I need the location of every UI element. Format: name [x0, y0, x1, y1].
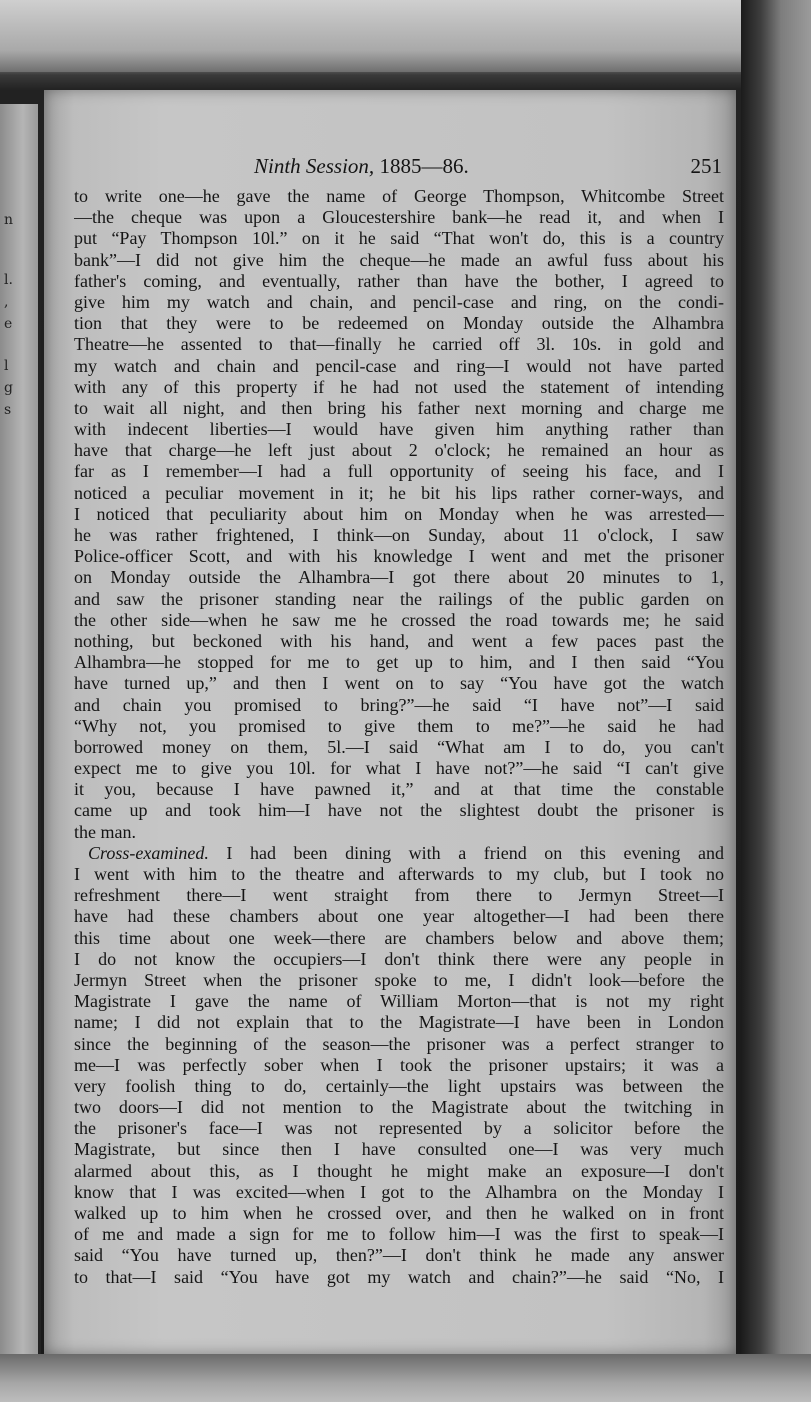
text-line: Magistrate I gave the name of William Morton—that is not my right: [74, 991, 724, 1012]
text-line: Magistrate, but since then I have consulted one—I was very much: [74, 1139, 724, 1160]
text-line: have that charge—he left just about 2 o'clock; he remained an hour as: [74, 440, 724, 461]
text-line: and chain you promised to bring?”—he said “I have not”—I said: [74, 694, 724, 715]
text-line: I do not know the occupiers—I don't think there were any people in: [74, 948, 724, 969]
text-line: nothing, but beckoned with his hand, and went a few paces past the: [74, 630, 724, 651]
text-line: name; I did not explain that to the Magistrate—I have been in London: [74, 1012, 724, 1033]
text-line: with indecent liberties—I would have given him anything rather than: [74, 419, 724, 440]
text-line: my watch and chain and pencil-case and ring—I would not have parted: [74, 355, 724, 376]
text-line: to write one—he gave the name of George Thompson, Whitcombe Street: [74, 186, 724, 206]
text-line: Police-officer Scott, and with his knowledge I went and met the prisoner: [74, 546, 724, 567]
text-line: expect me to give you 10l. for what I have not?”—he said “I can't give: [74, 758, 724, 779]
scan-top-edge: [0, 0, 811, 72]
book-right-edge: [741, 0, 811, 1402]
session-years: 1885—86.: [379, 154, 469, 178]
text-line: have had these chambers about one year altogether—I had been there: [74, 906, 724, 927]
text-line: very foolish thing to do, certainly—the light upstairs was between the: [74, 1075, 724, 1096]
text-line: on Monday outside the Alhambra—I got there about 20 minutes to 1,: [74, 567, 724, 588]
text-line: came up and took him—I have not the slightest doubt the prisoner is: [74, 800, 724, 821]
body-text: [74, 186, 724, 1288]
page-number: 251: [690, 154, 722, 178]
margin-fragment: g: [4, 380, 13, 396]
text-line: refreshment there—I went straight from there to Jermyn Street—I: [74, 885, 724, 906]
text-line: me—I was perfectly sober when I took the prisoner upstairs; it was a: [74, 1054, 724, 1075]
text-line: have turned up,” and then I went on to say “You have got the watch: [74, 673, 724, 694]
text-line: noticed a peculiar movement in it; he bit his lips rather corner-ways, and: [74, 482, 724, 503]
text-line: “Why not, you promised to give them to me?”—he said he had: [74, 715, 724, 736]
text-line: said “You have turned up, then?”—I don't think he made any answer: [74, 1245, 724, 1266]
text-line: since the beginning of the season—the prisoner was a perfect stranger to: [74, 1033, 724, 1054]
paragraph-last-line: the man.: [74, 821, 136, 842]
page-content: [74, 154, 724, 1288]
text-line: put “Pay Thompson 10l.” on it he said “That won't do, this is a country: [74, 228, 724, 249]
text-line: he was rather frightened, I think—on Sunday, about 11 o'clock, I saw: [74, 525, 724, 545]
margin-fragment: n: [4, 212, 14, 228]
text-line: borrowed money on them, 5l.—I said “What am I to do, you can't: [74, 736, 724, 757]
text-line: of me and made a sign for me to follow him—I was the first to speak—I: [74, 1224, 724, 1245]
text-line: bank”—I did not give him the cheque—he made an awful fuss about his: [74, 249, 724, 270]
text-line: the prisoner's face—I was not represented by a solicitor before the: [74, 1118, 724, 1139]
cross-examined-line: Cross-examined. I had been dining with a friend on this evening and: [88, 842, 724, 863]
margin-fragment: l.: [4, 272, 13, 288]
margin-fragment: e: [4, 316, 13, 332]
margin-fragment: ,: [4, 294, 9, 310]
text-line: to wait all night, and then bring his father next morning and charge me: [74, 397, 724, 418]
margin-fragment: s: [4, 402, 12, 418]
text-line: —the cheque was upon a Gloucestershire bank—he read it, and when I: [74, 207, 724, 228]
facing-page-edge: [0, 104, 41, 1354]
text-line: alarmed about this, as I thought he might make an exposure—I don't: [74, 1160, 724, 1181]
text-line: to that—I said “You have got my watch and chain?”—he said “No, I: [74, 1266, 724, 1287]
text-line: this time about one week—there are chambers below and above them;: [74, 927, 724, 948]
margin-fragment: l: [4, 358, 9, 374]
text-line: the other side—when he saw me he crossed the road towards me; he said: [74, 609, 724, 630]
text-line: give him my watch and chain, and pencil-case and ring, on the condi-: [74, 291, 724, 312]
text-line: with any of this property if he had not used the statement of intending: [74, 376, 724, 397]
session-label: Ninth Session,: [254, 154, 375, 178]
text-line: Theatre—he assented to that—finally he carried off 3l. 10s. in gold and: [74, 334, 724, 355]
text-line: it you, because I have pawned it,” and at that time the constable: [74, 779, 724, 800]
text-line: two doors—I did not mention to the Magistrate about the twitching in: [74, 1097, 724, 1118]
text-line: far as I remember—I had a full opportunity of seeing his face, and I: [74, 461, 724, 482]
cross-examined-label: Cross-examined.: [88, 842, 209, 863]
running-title: [254, 154, 469, 179]
book-page: [44, 90, 736, 1354]
text-line: father's coming, and eventually, rather than have the bother, I agreed to: [74, 270, 724, 291]
text-line: and saw the prisoner standing near the railings of the public garden on: [74, 588, 724, 609]
text-line: Jermyn Street when the prisoner spoke to me, I didn't look—before the: [74, 969, 724, 990]
scan-bottom-edge: [0, 1354, 811, 1402]
text-line: walked up to him when he crossed over, and then he walked on in front: [74, 1203, 724, 1223]
text-line: I noticed that peculiarity about him on Monday when he was arrested—: [74, 503, 724, 524]
text-line: Alhambra—he stopped for me to get up to him, and I then said “You: [74, 652, 724, 673]
text-line: know that I was excited—when I got to the Alhambra on the Monday I: [74, 1181, 724, 1202]
text-line: I went with him to the theatre and afterwards to my club, but I took no: [74, 864, 724, 884]
running-head: [74, 154, 724, 186]
text-line: tion that they were to be redeemed on Monday outside the Alhambra: [74, 313, 724, 334]
